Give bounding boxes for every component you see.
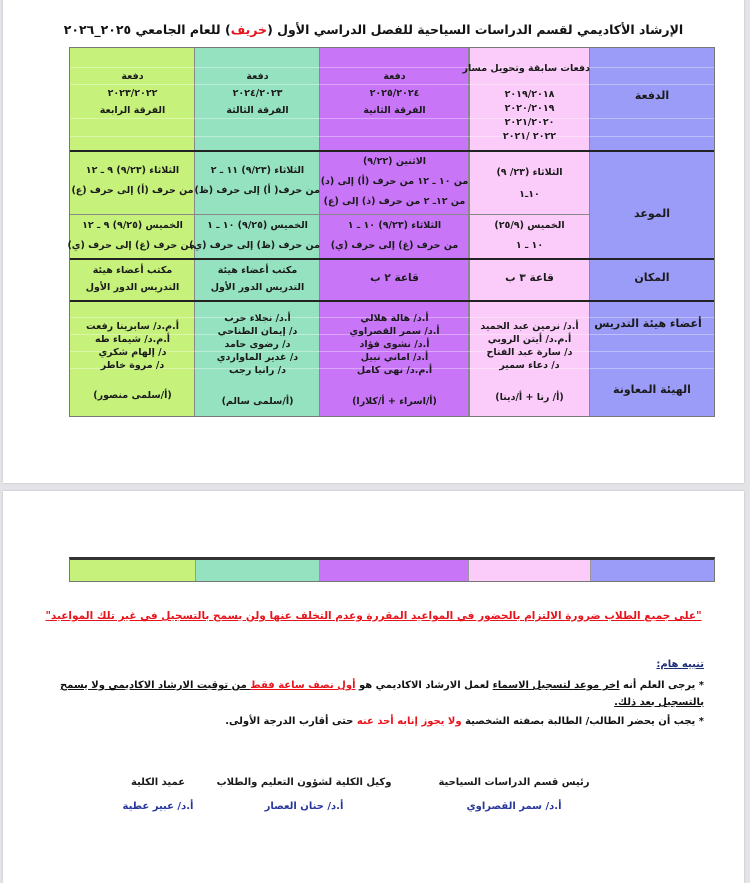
cohort-year: ٢٠٢٠/٢٠١٩ bbox=[504, 103, 555, 114]
appointment-slot-2-year4: الخميس (٩/٢٥) ٩ ـ ١٢ من حرف (غ) إلى حرف (ي) bbox=[67, 220, 195, 251]
row-divider bbox=[70, 258, 714, 260]
cohort-heading: دفعات سابقة وتحويل مسار bbox=[462, 63, 590, 74]
row-label-place: المكان bbox=[634, 271, 670, 284]
appointment-slot-2-previous: الخميس (٢٥/٩) ١٠ ـ ١ bbox=[494, 220, 565, 251]
important-notes bbox=[54, 656, 704, 730]
notes-heading: تنبيه هام: bbox=[656, 659, 704, 670]
title-year: ) للعام الجامعي ٢٠٢٥_٢٠٢٦ bbox=[63, 22, 231, 37]
cohort-year: ٢٠٢٢ /٢٠٢١ bbox=[502, 131, 557, 142]
faculty-member: أ.د/ هالة هلالي bbox=[360, 313, 429, 324]
faculty-list-previous bbox=[469, 320, 590, 372]
strip-swatch-label bbox=[590, 560, 714, 581]
row-divider bbox=[70, 300, 714, 302]
color-legend-strip bbox=[69, 557, 715, 582]
cohort-year: ٢٠٢١/٢٠٢٠ bbox=[504, 117, 555, 128]
faculty-member: د/ دعاء سمير bbox=[499, 360, 560, 371]
faculty-member: د/ إيمان الطناحي bbox=[217, 326, 298, 337]
row-label-cohort: الدفعة bbox=[634, 89, 670, 102]
cohort-cell-year3: دفعة ٢٠٢٤/٢٠٢٣ الفرقة الثالثة bbox=[226, 71, 289, 116]
faculty-member: أ.د/ نجلاء حرب bbox=[224, 313, 291, 324]
faculty-list-year3 bbox=[195, 312, 320, 377]
cohort-cell-previous bbox=[462, 62, 590, 144]
strip-swatch-previous bbox=[468, 560, 590, 581]
faculty-member: أ.م.د/ شيماء طه bbox=[94, 334, 171, 345]
assistants-previous: (أ/ رنا + أ/دينا) bbox=[495, 392, 564, 403]
faculty-list-year2 bbox=[320, 312, 469, 377]
assistants-year2: (أ/اسراء + أ/كلارا) bbox=[352, 396, 437, 407]
advising-schedule-table bbox=[69, 47, 715, 417]
cohort-cell-year2: دفعة ٢٠٢٥/٢٠٢٤ الفرقة الثانية bbox=[363, 71, 426, 116]
row-label-assistants: الهيئة المعاونة bbox=[613, 383, 691, 396]
strip-swatch-year4 bbox=[70, 560, 195, 581]
signature-vice-dean: وكيل الكلية لشؤون التعليم والطلاب أ.د/ حنان العصار bbox=[216, 777, 392, 812]
document-page-2 bbox=[3, 491, 744, 883]
place-previous: قاعة ٣ ب bbox=[505, 272, 554, 284]
faculty-member: د/ رضوى حامد bbox=[224, 339, 291, 350]
row-label-appointment: الموعد bbox=[633, 207, 671, 220]
signature-dean: عميد الكلية أ.د/ عبير عطية bbox=[122, 777, 194, 812]
assistants-year4: (أ/سلمى منصور) bbox=[93, 390, 172, 401]
appointment-slot-1-year3: الثلاثاء (٩/٢٣) ١١ ـ ٢ من حرف( أ) إلى حرف (ظ) bbox=[194, 165, 320, 196]
faculty-list-year4 bbox=[70, 320, 195, 372]
place-year2: قاعة ٢ ب bbox=[370, 272, 419, 284]
faculty-member: أ.د/ اماني نبيل bbox=[360, 352, 429, 363]
faculty-member: أ.د/ سمر القصراوي bbox=[349, 326, 440, 337]
strip-swatch-year3 bbox=[195, 560, 319, 581]
document-title bbox=[3, 22, 744, 37]
faculty-member: أ.م.د/ أيتن الروبي bbox=[487, 334, 572, 345]
faculty-member: أ.م.د/ نهى كامل bbox=[356, 365, 433, 376]
note-personal-attendance: * يجب أن يحضر الطالب/ الطالبة بصفته الشخصية ولا يجوز إنابه أحد عنه حتى أقارب الدرجة الأولى. bbox=[225, 716, 704, 727]
faculty-member: أ.د/ نشوى فؤاد bbox=[359, 339, 430, 350]
appointment-slot-1-year2: الاثنين (٩/٢٢) من ١٠ ـ ١٢ من حرف (أ) إلى (د) من ١٢ـ ٢ من حرف (ذ) إلى (ع) bbox=[320, 156, 469, 207]
faculty-member: أ.م.د/ سابرينا رفعت bbox=[86, 321, 179, 332]
strip-swatch-year2 bbox=[319, 560, 468, 581]
faculty-member: أ.د/ نرمين عبد الحميد bbox=[480, 321, 579, 332]
faculty-member: د/ سارة عبد الفتاح bbox=[486, 347, 573, 358]
appointment-sub-divider bbox=[70, 214, 590, 215]
note-registration-deadline: * يرجى العلم أنه اخر موعد لتسجيل الاسماء لعمل الارشاد الاكاديمي هو أول نصف ساعة فقط من توقيت الارشاد الاكاديمي ولا يسمح بالتسجيل بعد ذلك. bbox=[59, 680, 704, 708]
cohort-cell-year4: دفعة ٢٠٢٣/٢٠٢٢ الفرقة الرابعة bbox=[99, 71, 166, 116]
title-semester-highlight: خريف bbox=[230, 22, 268, 37]
signature-department-head: رئيس قسم الدراسات السياحية أ.د/ سمر القصراوي bbox=[438, 777, 590, 812]
faculty-member: د/ مروة خاطر bbox=[100, 360, 165, 371]
faculty-member: د/ غدير الماواردي bbox=[216, 352, 299, 363]
appointment-slot-2-year3: الخميس (٩/٢٥) ١٠ ـ ١ من حرف (ظ) إلى حرف (ي) bbox=[189, 220, 320, 251]
attendance-warning: "على جميع الطلاب ضرورة الالتزام بالحضور في المواعيد المقررة وعدم التخلف عنها ولن يسمح بالتسجيل في غير تلك المواعيد" bbox=[45, 610, 702, 622]
faculty-member: د/ إلهام شكري bbox=[98, 347, 167, 358]
appointment-slot-1-previous: الثلاثاء (٢٣/ ٩) ١٠ـ١ bbox=[496, 167, 563, 200]
document-page-1 bbox=[3, 0, 744, 483]
place-year3: مكتب أعضاء هيئة التدريس الدور الأول bbox=[210, 265, 305, 293]
row-label-faculty: أعضاء هيئة التدريس bbox=[594, 317, 702, 330]
title-text: الإرشاد الأكاديمي لقسم الدراسات السياحية للفصل الدراسي الأول ( bbox=[267, 22, 684, 37]
appointment-slot-2-year2: الثلاثاء (٩/٢٣) ١٠ ـ ١ من حرف (غ) إلى حرف (ي) bbox=[330, 220, 459, 251]
assistants-year3: (أ/سلمى سالم) bbox=[221, 396, 294, 407]
appointment-slot-1-year4: الثلاثاء (٩/٢٣) ٩ ـ ١٢ من حرف (أ) إلى حرف (ع) bbox=[71, 165, 194, 196]
faculty-member: د/ رانيا رجب bbox=[228, 365, 287, 376]
place-year4: مكتب أعضاء هيئة التدريس الدور الأول bbox=[85, 265, 180, 293]
cohort-year: ٢٠١٩/٢٠١٨ bbox=[504, 89, 555, 100]
